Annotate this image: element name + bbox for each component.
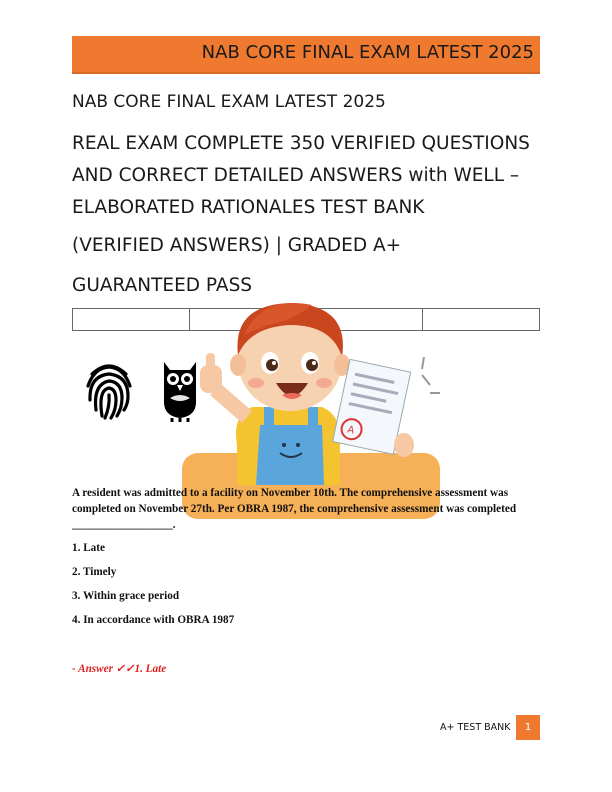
- document-description: [72, 128, 547, 302]
- description-line: GUARANTEED PASS: [72, 275, 253, 296]
- fingerprint-icon: [84, 360, 134, 422]
- description-line: (VERIFIED ANSWERS) | GRADED A+: [72, 235, 402, 256]
- description-line: REAL EXAM COMPLETE 350 VERIFIED QUESTIONS: [72, 133, 530, 154]
- header-bar: [72, 36, 540, 74]
- svg-text:A: A: [346, 424, 356, 437]
- option-item: 4. In accordance with OBRA 1987: [72, 614, 235, 626]
- question-text: A resident was admitted to a facility on November 10th. The comprehensive assessment was completed on November 27th. Per OBRA 1987, the comprehensive assessment was completed __________________.: [72, 487, 517, 531]
- header-title: NAB CORE FINAL EXAM LATEST 2025: [201, 42, 534, 63]
- description-line: ELABORATED RATIONALES TEST BANK: [72, 197, 425, 218]
- answer-options: [72, 541, 234, 637]
- option-item: 2. Timely: [72, 566, 117, 578]
- footer-label: A+ TEST BANK: [440, 722, 511, 733]
- document-subtitle: NAB CORE FINAL EXAM LATEST 2025: [72, 92, 386, 112]
- option-item: 1. Late: [72, 542, 105, 554]
- page-number: 1: [516, 715, 540, 740]
- description-line: AND CORRECT DETAILED ANSWERS with WELL –: [72, 165, 520, 186]
- option-item: 3. Within grace period: [72, 590, 180, 602]
- correct-answer: - Answer ✓✓1. Late: [72, 663, 167, 675]
